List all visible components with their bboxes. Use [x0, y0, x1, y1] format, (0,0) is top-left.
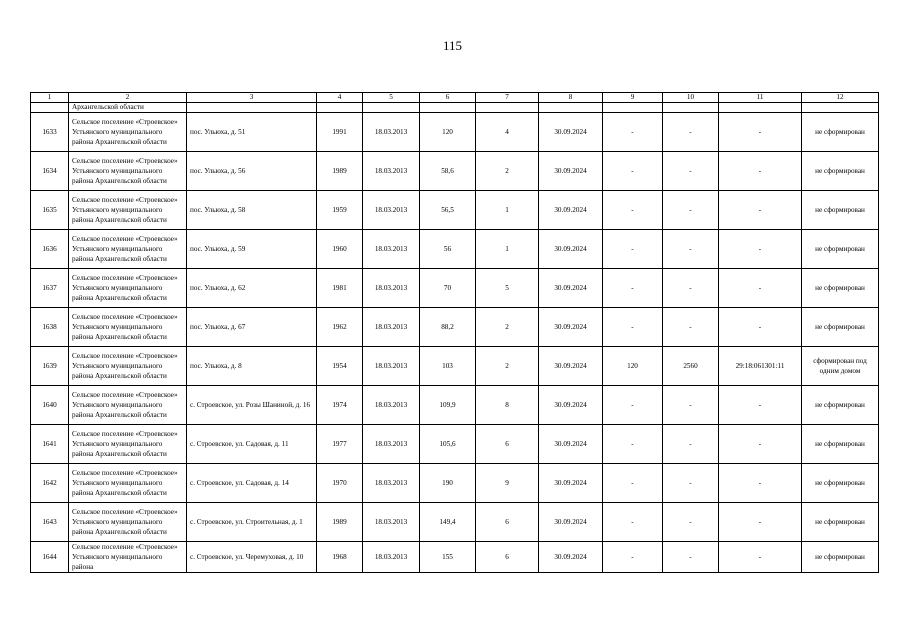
deadline-cell: 30.09.2024: [539, 230, 603, 269]
area-cell: 155: [420, 542, 476, 573]
floors-cell: 1: [476, 230, 539, 269]
row-number: 1636: [31, 230, 69, 269]
year-cell: 1970: [317, 464, 363, 503]
date-cell: 18.03.2013: [363, 386, 420, 425]
area-cell: 149,4: [420, 503, 476, 542]
header-cell: 9: [603, 93, 663, 103]
col10-cell: -: [663, 308, 719, 347]
year-cell: 1960: [317, 230, 363, 269]
row-number: 1634: [31, 152, 69, 191]
status-cell: сформирован под одним домом: [802, 347, 879, 386]
date-cell: 18.03.2013: [363, 308, 420, 347]
cadastral-cell: -: [719, 269, 802, 308]
col9-cell: -: [603, 542, 663, 573]
col10-cell: -: [663, 152, 719, 191]
cadastral-cell: 29:18:061301:11: [719, 347, 802, 386]
deadline-cell: 30.09.2024: [539, 113, 603, 152]
header-cell: 6: [420, 93, 476, 103]
area-cell: 88,2: [420, 308, 476, 347]
year-cell: 1959: [317, 191, 363, 230]
status-cell: не сформирован: [802, 386, 879, 425]
col10-cell: -: [663, 464, 719, 503]
header-cell: 11: [719, 93, 802, 103]
deadline-cell: 30.09.2024: [539, 425, 603, 464]
header-cell: 8: [539, 93, 603, 103]
cadastral-cell: -: [719, 542, 802, 573]
status-cell: не сформирован: [802, 269, 879, 308]
floors-cell: 9: [476, 464, 539, 503]
address-cell: с. Строевское, ул. Садовая, д. 14: [187, 464, 317, 503]
header-cell: 3: [187, 93, 317, 103]
owner-cell: Сельское поселение «Строевское» Устьянского муниципального района Архангельской области: [69, 308, 187, 347]
address-cell: пос. Ульюха, д. 58: [187, 191, 317, 230]
col10-cell: -: [663, 503, 719, 542]
col9-cell: -: [603, 269, 663, 308]
col9-cell: -: [603, 503, 663, 542]
address-cell: пос. Ульюха, д. 67: [187, 308, 317, 347]
register-table: [30, 92, 879, 573]
table-row: [31, 347, 879, 386]
col9-cell: 120: [603, 347, 663, 386]
owner-cell: Сельское поселение «Строевское» Устьянского муниципального района Архангельской области: [69, 113, 187, 152]
floors-cell: 2: [476, 308, 539, 347]
owner-cell: Сельское поселение «Строевское» Устьянского муниципального района Архангельской области: [69, 503, 187, 542]
address-cell: с. Строевское, ул. Розы Шаниной, д. 16: [187, 386, 317, 425]
continuation-row: [31, 103, 879, 113]
col9-cell: -: [603, 191, 663, 230]
owner-cell: Сельское поселение «Строевское» Устьянского муниципального района Архангельской области: [69, 464, 187, 503]
col9-cell: -: [603, 425, 663, 464]
address-cell: пос. Ульюха, д. 51: [187, 113, 317, 152]
col9-cell: -: [603, 230, 663, 269]
row-number: 1641: [31, 425, 69, 464]
date-cell: 18.03.2013: [363, 542, 420, 573]
owner-cell: Сельское поселение «Строевское» Устьянского муниципального района Архангельской области: [69, 386, 187, 425]
cadastral-cell: -: [719, 152, 802, 191]
header-cell: 2: [69, 93, 187, 103]
owner-cell: Сельское поселение «Строевское» Устьянского муниципального района Архангельской области: [69, 269, 187, 308]
col9-cell: -: [603, 308, 663, 347]
col10-cell: 2560: [663, 347, 719, 386]
date-cell: 18.03.2013: [363, 425, 420, 464]
deadline-cell: 30.09.2024: [539, 503, 603, 542]
status-cell: не сформирован: [802, 308, 879, 347]
row-number: 1642: [31, 464, 69, 503]
cadastral-cell: -: [719, 230, 802, 269]
address-cell: пос. Ульюха, д. 56: [187, 152, 317, 191]
floors-cell: 1: [476, 191, 539, 230]
row-number: 1633: [31, 113, 69, 152]
deadline-cell: 30.09.2024: [539, 542, 603, 573]
address-cell: с. Строевское, ул. Садовая, д. 11: [187, 425, 317, 464]
address-cell: пос. Ульюха, д. 62: [187, 269, 317, 308]
deadline-cell: 30.09.2024: [539, 152, 603, 191]
year-cell: 1981: [317, 269, 363, 308]
row-number: 1643: [31, 503, 69, 542]
deadline-cell: 30.09.2024: [539, 347, 603, 386]
address-cell: с. Строевское, ул. Строительная, д. 1: [187, 503, 317, 542]
date-cell: 18.03.2013: [363, 347, 420, 386]
row-number: 1644: [31, 542, 69, 573]
row-number: 1638: [31, 308, 69, 347]
col9-cell: -: [603, 152, 663, 191]
row-number: 1637: [31, 269, 69, 308]
status-cell: не сформирован: [802, 542, 879, 573]
table-row: [31, 152, 879, 191]
year-cell: 1989: [317, 152, 363, 191]
col10-cell: -: [663, 542, 719, 573]
status-cell: не сформирован: [802, 152, 879, 191]
floors-cell: 2: [476, 152, 539, 191]
date-cell: 18.03.2013: [363, 113, 420, 152]
floors-cell: 6: [476, 542, 539, 573]
floors-cell: 8: [476, 386, 539, 425]
date-cell: 18.03.2013: [363, 503, 420, 542]
header-cell: 5: [363, 93, 420, 103]
header-cell: 4: [317, 93, 363, 103]
col10-cell: -: [663, 113, 719, 152]
status-cell: не сформирован: [802, 191, 879, 230]
table-row: [31, 386, 879, 425]
floors-cell: 4: [476, 113, 539, 152]
owner-cell: Сельское поселение «Строевское» Устьянского муниципального района Архангельской области: [69, 191, 187, 230]
floors-cell: 6: [476, 503, 539, 542]
cadastral-cell: -: [719, 464, 802, 503]
col10-cell: -: [663, 230, 719, 269]
header-cell: 10: [663, 93, 719, 103]
status-cell: не сформирован: [802, 113, 879, 152]
owner-cell: Сельское поселение «Строевское» Устьянского муниципального района Архангельской области: [69, 347, 187, 386]
area-cell: 58,6: [420, 152, 476, 191]
deadline-cell: 30.09.2024: [539, 464, 603, 503]
row-number: 1635: [31, 191, 69, 230]
floors-cell: 6: [476, 425, 539, 464]
table-row: [31, 191, 879, 230]
table-row: [31, 269, 879, 308]
floors-cell: 2: [476, 347, 539, 386]
deadline-cell: 30.09.2024: [539, 191, 603, 230]
area-cell: 109,9: [420, 386, 476, 425]
area-cell: 103: [420, 347, 476, 386]
status-cell: не сформирован: [802, 230, 879, 269]
deadline-cell: 30.09.2024: [539, 308, 603, 347]
year-cell: 1968: [317, 542, 363, 573]
year-cell: 1991: [317, 113, 363, 152]
table-row: [31, 503, 879, 542]
date-cell: 18.03.2013: [363, 464, 420, 503]
col10-cell: -: [663, 191, 719, 230]
table-row: [31, 113, 879, 152]
owner-cell: Сельское поселение «Строевское» Устьянского муниципального района Архангельской области: [69, 230, 187, 269]
date-cell: 18.03.2013: [363, 152, 420, 191]
year-cell: 1974: [317, 386, 363, 425]
address-cell: пос. Ульюха, д. 59: [187, 230, 317, 269]
page-number: 115: [442, 38, 463, 53]
col10-cell: -: [663, 386, 719, 425]
area-cell: 120: [420, 113, 476, 152]
table-row: [31, 425, 879, 464]
header-cell: 1: [31, 93, 69, 103]
row-number: 1640: [31, 386, 69, 425]
header-cell: 12: [802, 93, 879, 103]
cadastral-cell: -: [719, 113, 802, 152]
cadastral-cell: -: [719, 425, 802, 464]
owner-cell: Сельское поселение «Строевское» Устьянского муниципального района Архангельской области: [69, 425, 187, 464]
area-cell: 56,5: [420, 191, 476, 230]
area-cell: 70: [420, 269, 476, 308]
continuation-text: Архангельской области: [69, 103, 187, 113]
year-cell: 1954: [317, 347, 363, 386]
address-cell: пос. Ульюха, д. 8: [187, 347, 317, 386]
area-cell: 56: [420, 230, 476, 269]
header-cell: 7: [476, 93, 539, 103]
status-cell: не сформирован: [802, 464, 879, 503]
year-cell: 1977: [317, 425, 363, 464]
header-row: [31, 93, 879, 103]
table-row: [31, 464, 879, 503]
date-cell: 18.03.2013: [363, 191, 420, 230]
col9-cell: -: [603, 386, 663, 425]
area-cell: 105,6: [420, 425, 476, 464]
address-cell: с. Строевское, ул. Черемуховая, д. 10: [187, 542, 317, 573]
table-row: [31, 308, 879, 347]
owner-cell: Сельское поселение «Строевское» Устьянского муниципального района Архангельской области: [69, 152, 187, 191]
deadline-cell: 30.09.2024: [539, 269, 603, 308]
col9-cell: -: [603, 113, 663, 152]
cadastral-cell: -: [719, 503, 802, 542]
floors-cell: 5: [476, 269, 539, 308]
row-number: 1639: [31, 347, 69, 386]
col10-cell: -: [663, 269, 719, 308]
cadastral-cell: -: [719, 191, 802, 230]
year-cell: 1962: [317, 308, 363, 347]
table-row: [31, 542, 879, 573]
date-cell: 18.03.2013: [363, 269, 420, 308]
year-cell: 1989: [317, 503, 363, 542]
date-cell: 18.03.2013: [363, 230, 420, 269]
area-cell: 190: [420, 464, 476, 503]
col10-cell: -: [663, 425, 719, 464]
status-cell: не сформирован: [802, 425, 879, 464]
table-row: [31, 230, 879, 269]
col9-cell: -: [603, 464, 663, 503]
status-cell: не сформирован: [802, 503, 879, 542]
cadastral-cell: -: [719, 308, 802, 347]
cadastral-cell: -: [719, 386, 802, 425]
deadline-cell: 30.09.2024: [539, 386, 603, 425]
owner-cell: Сельское поселение «Строевское» Устьянского муниципального района: [69, 542, 187, 573]
